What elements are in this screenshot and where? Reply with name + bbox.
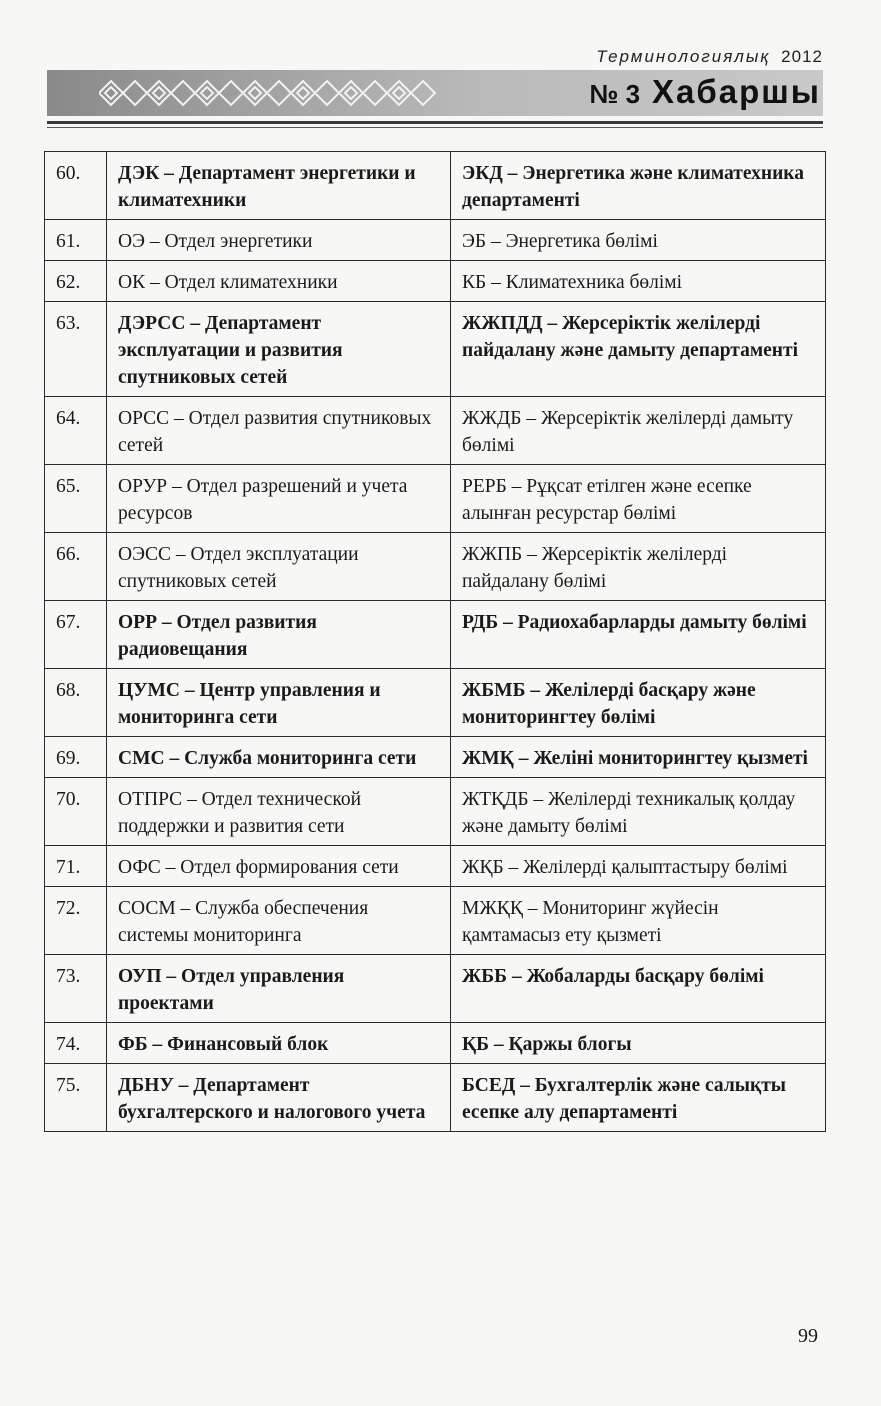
russian-term: СОСМ – Служба обеспечения системы мониторинга [107, 887, 451, 955]
table-row [45, 152, 826, 220]
table-row [45, 601, 826, 669]
header-banner [47, 70, 823, 116]
russian-term: ОЭСС – Отдел эксплуатации спутниковых сетей [107, 533, 451, 601]
terminology-table [44, 151, 826, 1132]
issue-heading [589, 73, 821, 111]
row-number: 67. [45, 601, 107, 669]
table-row [45, 261, 826, 302]
table-row [45, 220, 826, 261]
row-number: 72. [45, 887, 107, 955]
row-number: 60. [45, 152, 107, 220]
table-row [45, 778, 826, 846]
row-number: 61. [45, 220, 107, 261]
table-row [45, 465, 826, 533]
table-row [45, 669, 826, 737]
kazakh-term: ЖБМБ – Желілерді басқару және мониторингтеу бөлімі [451, 669, 826, 737]
table-row [45, 1064, 826, 1132]
ornament-band-icon [99, 78, 439, 108]
russian-term: ОФС – Отдел формирования сети [107, 846, 451, 887]
row-number: 65. [45, 465, 107, 533]
russian-term: ДЭК – Департамент энергетики и климатехники [107, 152, 451, 220]
table-body [45, 152, 826, 1132]
journal-title: Хабаршы [652, 73, 821, 110]
kazakh-term: ЖТҚДБ – Желілерді техникалық қолдау және дамыту бөлімі [451, 778, 826, 846]
russian-term: ОК – Отдел климатехники [107, 261, 451, 302]
kazakh-term: ЖЖДБ – Жерсеріктік желілерді дамыту бөлімі [451, 397, 826, 465]
russian-term: ДЭРСС – Департамент эксплуатации и развития спутниковых сетей [107, 302, 451, 397]
table-row [45, 302, 826, 397]
row-number: 71. [45, 846, 107, 887]
table-row [45, 737, 826, 778]
table-row [45, 955, 826, 1023]
header-rule-thin [47, 127, 823, 128]
russian-term: ОЭ – Отдел энергетики [107, 220, 451, 261]
kazakh-term: ЖМҚ – Желіні мониторингтеу қызметі [451, 737, 826, 778]
issue-number: № 3 [589, 79, 641, 109]
kazakh-term: РДБ – Радиохабарларды дамыту бөлімі [451, 601, 826, 669]
row-number: 66. [45, 533, 107, 601]
row-number: 63. [45, 302, 107, 397]
russian-term: ОРР – Отдел развития радиовещания [107, 601, 451, 669]
russian-term: ОРУР – Отдел разрешений и учета ресурсов [107, 465, 451, 533]
row-number: 74. [45, 1023, 107, 1064]
kazakh-term: ЖББ – Жобаларды басқару бөлімі [451, 955, 826, 1023]
year: 2012 [781, 47, 823, 66]
kazakh-term: ЭБ – Энергетика бөлімі [451, 220, 826, 261]
table-row [45, 397, 826, 465]
russian-term: ДБНУ – Департамент бухгалтерского и налогового учета [107, 1064, 451, 1132]
kazakh-term: ЖҚБ – Желілерді қалыптастыру бөлімі [451, 846, 826, 887]
russian-term: ОТПРС – Отдел технической поддержки и развития сети [107, 778, 451, 846]
kazakh-term: ҚБ – Қаржы блогы [451, 1023, 826, 1064]
table-row [45, 846, 826, 887]
table-row [45, 533, 826, 601]
kazakh-term: БСЕД – Бухгалтерлік және салықты есепке алу департаменті [451, 1064, 826, 1132]
kazakh-term: МЖҚҚ – Мониторинг жүйесін қамтамасыз ету қызметі [451, 887, 826, 955]
running-head [596, 47, 823, 67]
kazakh-term: КБ – Климатехника бөлімі [451, 261, 826, 302]
table-row [45, 1023, 826, 1064]
row-number: 62. [45, 261, 107, 302]
russian-term: ФБ – Финансовый блок [107, 1023, 451, 1064]
row-number: 69. [45, 737, 107, 778]
kazakh-term: ЭКД – Энергетика және климатехника департаменті [451, 152, 826, 220]
russian-term: ОУП – Отдел управления проектами [107, 955, 451, 1023]
kazakh-term: ЖЖПДД – Жерсеріктік желілерді пайдалану және дамыту департаменті [451, 302, 826, 397]
page-number: 99 [798, 1325, 818, 1347]
row-number: 64. [45, 397, 107, 465]
russian-term: СМС – Служба мониторинга сети [107, 737, 451, 778]
row-number: 73. [45, 955, 107, 1023]
journal-line: Терминологиялық [596, 47, 771, 66]
row-number: 75. [45, 1064, 107, 1132]
kazakh-term: ЖЖПБ – Жерсеріктік желілерді пайдалану бөлімі [451, 533, 826, 601]
header-rule [47, 121, 823, 124]
russian-term: ЦУМС – Центр управления и мониторинга сети [107, 669, 451, 737]
row-number: 70. [45, 778, 107, 846]
russian-term: ОРСС – Отдел развития спутниковых сетей [107, 397, 451, 465]
table-row [45, 887, 826, 955]
row-number: 68. [45, 669, 107, 737]
kazakh-term: РЕРБ – Рұқсат етілген және есепке алынған ресурстар бөлімі [451, 465, 826, 533]
